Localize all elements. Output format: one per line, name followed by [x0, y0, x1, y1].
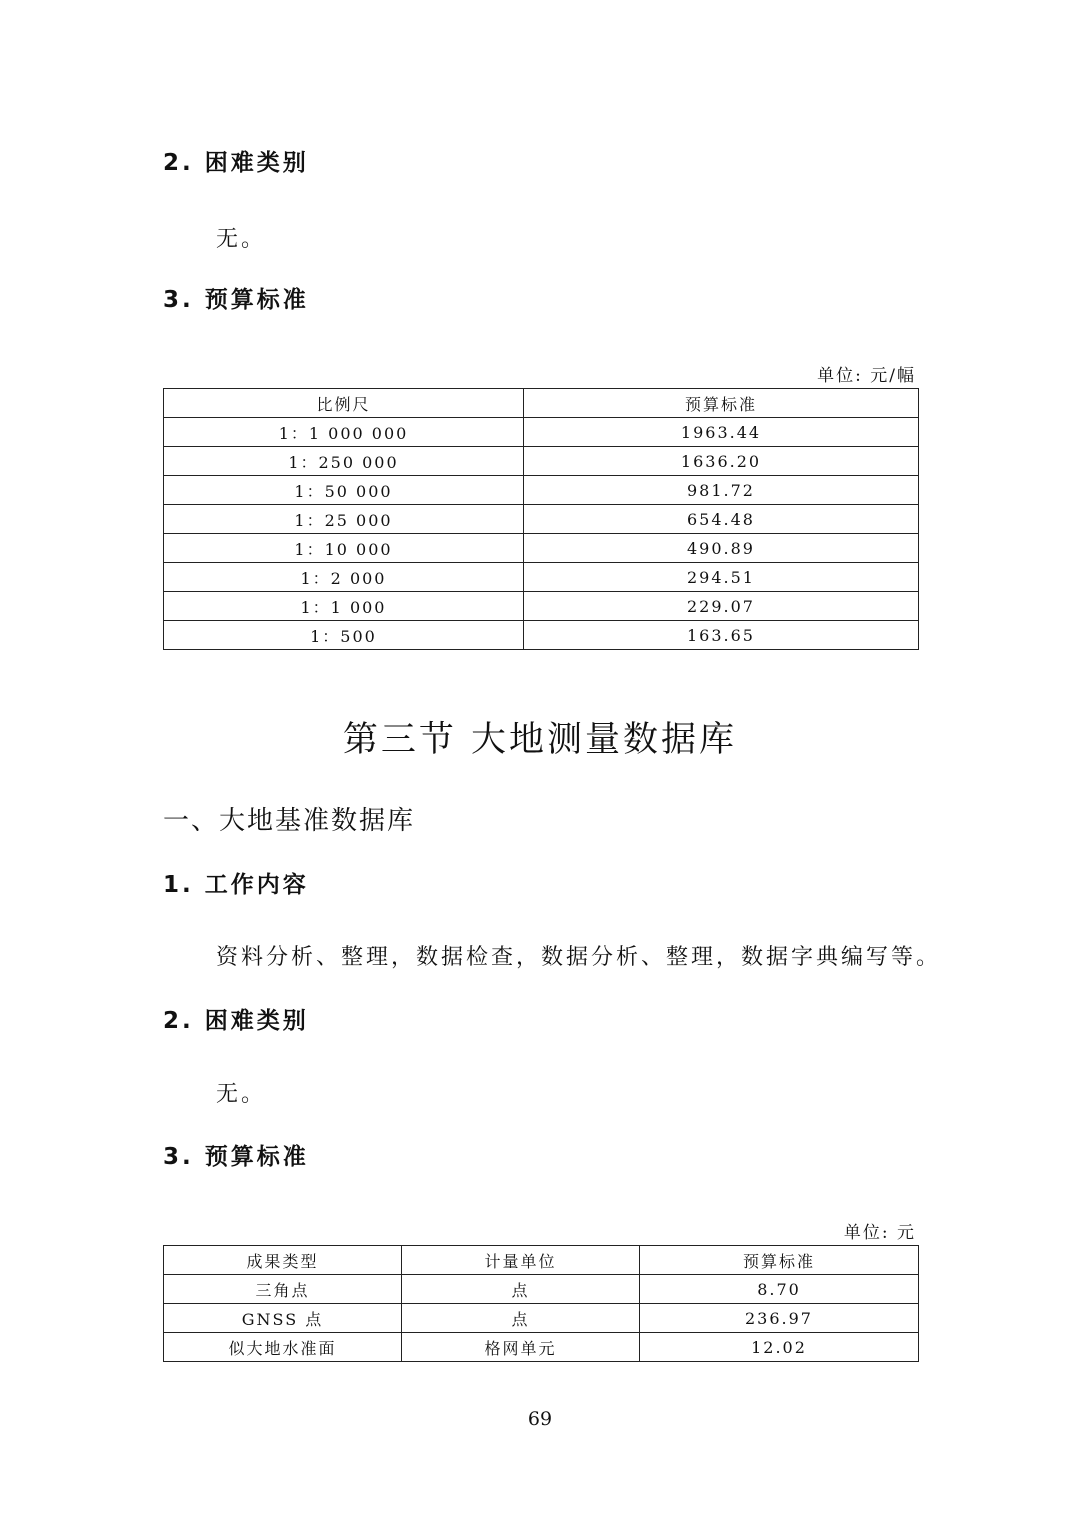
table-row	[164, 476, 919, 505]
scale-cell: 1：250 000	[164, 447, 524, 476]
scale-cell: 1：500	[164, 621, 524, 650]
table-row	[164, 1333, 919, 1362]
work-content-heading: 1. 工作内容	[163, 872, 309, 898]
table-row	[164, 418, 919, 447]
budget-cell: 294.51	[524, 563, 919, 592]
difficulty-heading-1: 2. 困难类别	[163, 150, 309, 176]
budget-cell: 8.70	[640, 1275, 919, 1304]
table-header-row	[164, 1246, 919, 1275]
table-row	[164, 534, 919, 563]
table-row	[164, 1304, 919, 1333]
table-header-cell: 比例尺	[164, 389, 524, 418]
scale-cell: 1：50 000	[164, 476, 524, 505]
work-content-text: 资料分析、整理，数据检查，数据分析、整理，数据字典编写等。	[216, 945, 942, 970]
budget-cell: 1636.20	[524, 447, 919, 476]
table-row	[164, 563, 919, 592]
table-header-cell: 预算标准	[640, 1246, 919, 1275]
budget-cell: 1963.44	[524, 418, 919, 447]
unit-cell: 格网单元	[402, 1333, 640, 1362]
scale-cell: 1：1 000	[164, 592, 524, 621]
table-row	[164, 1275, 919, 1304]
unit-cell: 点	[402, 1304, 640, 1333]
unit-label-2: 单位: 元	[843, 1223, 916, 1243]
budget-cell: 490.89	[524, 534, 919, 563]
difficulty-text-1: 无。	[216, 227, 267, 252]
budget-cell: 163.65	[524, 621, 919, 650]
budget-cell: 236.97	[640, 1304, 919, 1333]
subsection-title: 一、大地基准数据库	[163, 806, 416, 836]
scale-cell: 1：25 000	[164, 505, 524, 534]
budget-cell: 229.07	[524, 592, 919, 621]
scale-budget-table	[163, 388, 919, 650]
difficulty-text-2: 无。	[216, 1082, 267, 1107]
page-number: 69	[527, 1408, 553, 1430]
budget-cell: 12.02	[640, 1333, 919, 1362]
budget-heading-2: 3. 预算标准	[163, 1144, 309, 1170]
section-title: 第三节 大地测量数据库	[342, 720, 738, 760]
unit-label-1: 单位: 元/幅	[817, 366, 916, 386]
table-row	[164, 621, 919, 650]
table-row	[164, 592, 919, 621]
scale-cell: 1：10 000	[164, 534, 524, 563]
result-type-cell: GNSS 点	[164, 1304, 402, 1333]
table-header-cell: 计量单位	[402, 1246, 640, 1275]
table-header-cell: 预算标准	[524, 389, 919, 418]
scale-cell: 1：2 000	[164, 563, 524, 592]
budget-heading-1: 3. 预算标准	[163, 287, 309, 313]
table-row	[164, 447, 919, 476]
table-row	[164, 505, 919, 534]
geodetic-budget-table	[163, 1245, 919, 1362]
result-type-cell: 似大地水准面	[164, 1333, 402, 1362]
budget-cell: 654.48	[524, 505, 919, 534]
budget-cell: 981.72	[524, 476, 919, 505]
scale-cell: 1：1 000 000	[164, 418, 524, 447]
table-header-row	[164, 389, 919, 418]
unit-cell: 点	[402, 1275, 640, 1304]
result-type-cell: 三角点	[164, 1275, 402, 1304]
difficulty-heading-2: 2. 困难类别	[163, 1008, 309, 1034]
table-header-cell: 成果类型	[164, 1246, 402, 1275]
